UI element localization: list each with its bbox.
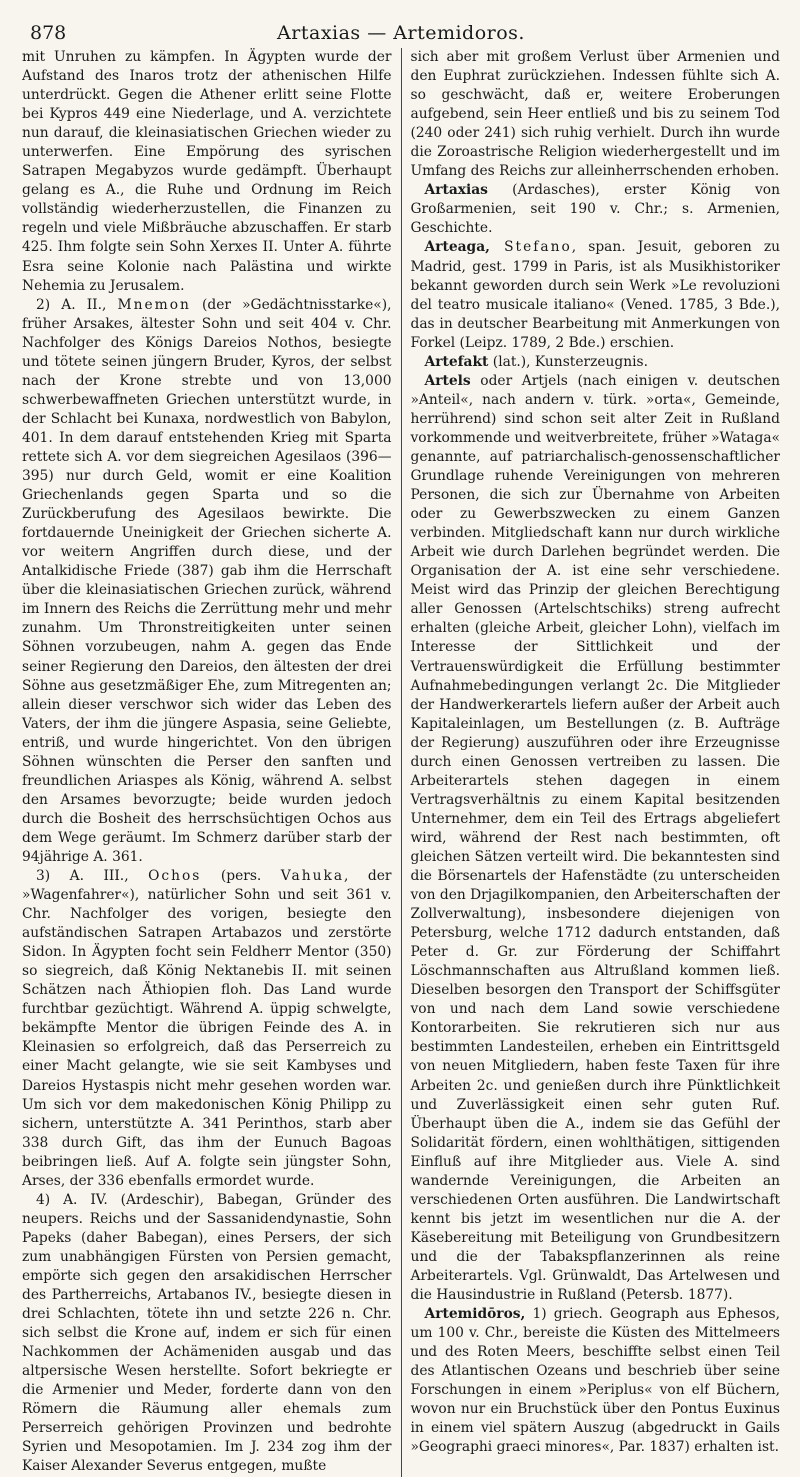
right-column	[401, 48, 780, 1477]
person-name: Ochos	[148, 868, 202, 885]
person-name: Mnemon	[117, 296, 191, 313]
entry-artaxias: Artaxias (Ardasches), erster König von Großarmenien, seit 190 v. Chr.; s. Armenien, Geschichte.	[410, 182, 780, 237]
page-number: 878	[30, 22, 67, 44]
entry-artefakt: Artefakt (lat.), Kunsterzeugnis.	[424, 353, 648, 370]
headword: Artaxias	[424, 182, 488, 199]
entry-artemidoros: Artemidōros, 1) griech. Geograph aus Ephesos, um 100 v. Chr., bereiste die Küsten des Mittelmeers und des Roten Meers, beschiffte selbst einen Teil des Atlantischen Ozeans und beschrieb über seine Forschungen in einem »Periplus« von elf Büchern, wovon nur ein Bruchstück über den Pontus Euxinus in einem viel spätern Auszug (abgedruckt in Gails »Geographi graeci minores«, Par. 1837) erhalten ist.	[410, 1306, 780, 1456]
paragraph: mit Unruhen zu kämpfen. In Ägypten wurde der Aufstand des Inaros trotz der athenischen Hilfe unterdrückt. Gegen die Athener erlitt seine Flotte bei Kypros 449 eine Niederlage, und A. verzichtete nun darauf, die kleinasiatischen Griechen wieder zu unterwerfen. Eine Empörung des syrischen Satrapen Megabyzos wurde gedämpft. Überhaupt gelang es A., die Ruhe und Ordnung im Reich vollständig wiederherzustellen, die Finanzen zu regeln und viele Mißbräuche abzuschaffen. Er starb 425. Ihm folgte sein Sohn Xerxes II. Unter A. führte Esra seine Kolonie nach Palästina und wirkte Nehemia zu Jerusalem.	[22, 49, 392, 294]
running-title: Artaxias — Artemidoros.	[277, 22, 525, 44]
page-header	[22, 14, 780, 48]
headword: Artefakt	[424, 353, 489, 370]
left-column	[22, 48, 401, 1477]
person-name: Vahuka	[280, 868, 345, 885]
entry-artels: Artels oder Artjels (nach einigen v. deutschen »Anteil«, nach andern v. türk. »orta«, Gemeinde, herrührend) sind schon seit alter Zeit in Rußland vorkommende und weitverbreitete, früher »Wataga« genannte, auf patriarchalisch-genossenschaftlicher Grundlage ruhende Vereinigungen von mehreren Personen, die sich zur Übernahme von Arbeiten oder zu Gewerbszwecken zu einem Ganzen verbinden. Mitgliedschaft kann nur durch wirkliche Arbeit wie durch Darlehen begründet werden. Die Organisation der A. ist eine sehr verschiedene. Meist wird das Prinzip der gleichen Berechtigung aller Genossen (Artelschtschiks) streng aufrecht erhalten (gleiche Arbeit, gleicher Lohn), vielfach im Interesse der Sittlichkeit und der Vertrauenswürdigkeit die Erfüllung bestimmter Aufnahmebedingungen verlangt 2c. Die Mitglieder der Handwerkerartels liefern außer der Arbeit auch Kapitaleinlagen, um Bestellungen (z. B. Aufträge der Regierung) auszuführen oder ihre Erzeugnisse durch einen Genossen vertreiben zu lassen. Die Arbeiterartels stehen dagegen in einem Vertragsverhältnis zu einem Kapital besitzenden Unternehmer, dem ein Teil des Ertrags abgeliefert wird, während der Rest nach bestimmten, oft gleichen Sätzen verteilt wird. Die bekanntesten sind die Börsenartels der Hafenstädte (zu unterscheiden von den Drjagilkompanien, den Arbeiterschaften der Zollverwaltung), insbesondere diejenigen von Petersburg, welche 1712 dadurch entstanden, daß Peter d. Gr. zur Förderung der Schiffahrt Löschmannschaften aus Altrußland kommen ließ. Dieselben besorgen den Transport der Schiffsgüter von und nach dem Land sowie verschiedene Kontorarbeiten. Sie rekrutieren sich nur aus bestimmten Landesteilen, erheben ein Eintrittsgeld von neuen Mitgliedern, haben feste Taxen für ihre Arbeiten 2c. und genießen durch ihre Pünktlichkeit und Zuverlässigkeit einen sehr guten Ruf. Überhaupt üben die A., indem sie das Gefühl der Solidarität fördern, einen wohlthätigen, sittigenden Einfluß auf ihre Mitglieder aus. Viele A. sind wandernde Vereinigungen, die Arbeiten an verschiedenen Orten ausführen. Die Landwirtschaft kennt bis jetzt im wesentlichen nur die A. der Käsebereitung mit Beteiligung von Grundbesitzern und die der Tabakspflanzerinnen als reine Arbeiterartels. Vgl. Grünwaldt, Das Artelwesen und die Hausindustrie in Rußland (Petersb. 1877).	[410, 372, 781, 1304]
entry-arteaga: Arteaga, Stefano, span. Jesuit, geboren zu Madrid, gest. 1799 in Paris, ist als Musikhistoriker bekannt geworden durch sein Werk »Le revoluzioni del teatro musicale italiano« (Vened. 1785, 3 Bde.), das in deutscher Bearbeitung mit Anmerkungen von Forkel (Leipz. 1789, 2 Bde.) erschien.	[410, 239, 780, 351]
paragraph: 2) A. II., Mnemon (der »Gedächtnisstarke«), früher Arsakes, ältester Sohn und seit 404 v. Chr. Nachfolger des Königs Dareios Nothos, besiegte und tötete seinen jüngern Bruder, Kyros, der selbst nach der Krone strebte und von 13,000 schwerbewaffneten Griechen unterstützt wurde, in der Schlacht bei Kunaxa, nordwestlich von Babylon, 401. In dem darauf entstehenden Krieg mit Sparta rettete sich A. vor dem siegreichen Agesilaos (396—395) nur durch Geld, womit er eine Koalition Griechenlands gegen Sparta und so die Zurückberufung des Agesilaos bewirkte. Die fortdauernde Uneinigkeit der Griechen sicherte A. vor weitern Angriffen durch diese, und der Antalkidische Friede (387) gab ihm die Herrschaft über die kleinasiatischen Griechen zurück, während im Innern des Reichs die Zerrüttung mehr und mehr zunahm. Um Thronstreitigkeiten unter seinen Söhnen vorzubeugen, nahm A. gegen das Ende seiner Regierung den Dareios, den ältesten der drei Söhne aus gesetzmäßiger Ehe, zum Mitregenten an; allein dieser verschwor sich wider das Leben des Vaters, der ihm die jüngere Aspasia, seine Geliebte, entriß, und wurde hingerichtet. Von den übrigen Söhnen wünschten die Perser den sanften und freundlichen Ariaspes als König, während A. selbst den Arsames bevorzugte; beide wurden jedoch durch die Bosheit des herrschsüchtigen Ochos aus dem Wege geräumt. Im Schmerz darüber starb der 94jährige A. 361.	[22, 296, 392, 865]
paragraph: sich aber mit großem Verlust über Armenien und den Euphrat zurückziehen. Indessen fühlte sich A. so geschwächt, daß er, weitere Eroberungen aufgebend, sein Heer entließ und bis zu seinem Tod (240 oder 241) sich ruhig verhielt. Durch ihn wurde die Zoroastrische Religion wiederhergestellt und im Umfang des Reichs zur alleinherrschenden erhoben.	[410, 49, 780, 180]
person-name: Stefano	[489, 239, 572, 256]
headword: Artemidōros,	[424, 1306, 526, 1323]
headword: Artels	[424, 372, 471, 389]
headword: Arteaga,	[424, 239, 490, 256]
text-columns	[22, 48, 780, 1477]
paragraph: 4) A. IV. (Ardeschir), Babegan, Gründer des neupers. Reichs und der Sassanidendynastie, Sohn Papeks (daher Babegan), eines Persers, der sich zum unabhängigen Fürsten von Persien gemacht, empörte sich gegen den arsakidischen Herrscher des Partherreichs, Artabanos IV., besiegte diesen in drei Schlachten, tötete ihn und setzte 226 n. Chr. sich selbst die Krone auf, indem er sich für einen Nachkommen der Achämeniden ausgab und das altpersische Wesen herstellte. Sofort bekriegte er die Armenier und Meder, forderte dann von den Römern die Räumung aller ehemals zum Perserreich gehörigen Provinzen und bedrohte Syrien und Mesopotamien. Im J. 234 zog ihm der Kaiser Alexander Severus entgegen, mußte	[22, 1191, 392, 1475]
paragraph: 3) A. III., Ochos (pers. Vahuka, der »Wagenfahrer«), natürlicher Sohn und seit 361 v. Chr. Nachfolger des vorigen, besiegte den aufständischen Satrapen Artabazos und zerstörte Sidon. In Ägypten focht sein Feldherr Mentor (350) so siegreich, daß König Nektanebis II. mit seinen Schätzen nach Äthiopien floh. Das Land wurde furchtbar gezüchtigt. Während A. üppig schwelgte, bekämpfte Mentor die übrigen Feinde des A. in Kleinasien so erfolgreich, daß das Perserreich zu einer Macht gelangte, wie sie seit Kambyses und Dareios Hystaspis nicht mehr gesehen worden war. Um sich vor dem makedonischen König Philipp zu sichern, unterstützte A. 341 Perinthos, starb aber 338 durch Gift, das ihm der Eunuch Bagoas beibringen ließ. Auf A. folgte sein jüngster Sohn, Arses, der 336 ebenfalls ermordet wurde.	[22, 868, 392, 1189]
